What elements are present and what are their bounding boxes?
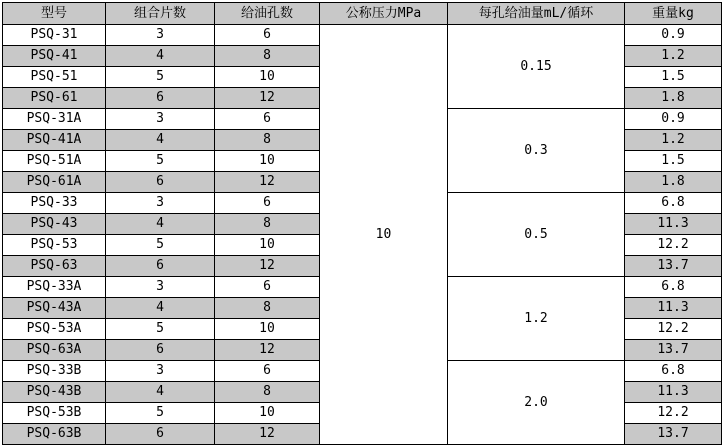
holes-cell: 6 [215, 109, 320, 130]
weight-cell: 13.7 [625, 424, 722, 445]
oil-amount-cell: 0.5 [448, 193, 625, 277]
plates-cell: 6 [106, 256, 215, 277]
header-cell-weight: 重量kg [625, 3, 722, 25]
holes-cell: 10 [215, 67, 320, 88]
model-cell: PSQ-43B [3, 382, 106, 403]
model-cell: PSQ-63 [3, 256, 106, 277]
model-cell: PSQ-61 [3, 88, 106, 109]
plates-cell: 5 [106, 151, 215, 172]
oil-amount-cell: 1.2 [448, 277, 625, 361]
table-row [3, 25, 722, 46]
plates-cell: 5 [106, 319, 215, 340]
holes-cell: 10 [215, 151, 320, 172]
weight-cell: 13.7 [625, 340, 722, 361]
plates-cell: 5 [106, 235, 215, 256]
header-cell-oil: 每孔给油量mL/循环 [448, 3, 625, 25]
weight-cell: 6.8 [625, 361, 722, 382]
weight-cell: 11.3 [625, 382, 722, 403]
header-cell-model: 型号 [3, 3, 106, 25]
weight-cell: 1.2 [625, 130, 722, 151]
holes-cell: 6 [215, 193, 320, 214]
model-cell: PSQ-31A [3, 109, 106, 130]
holes-cell: 8 [215, 382, 320, 403]
plates-cell: 4 [106, 214, 215, 235]
weight-cell: 6.8 [625, 277, 722, 298]
holes-cell: 10 [215, 403, 320, 424]
model-cell: PSQ-31 [3, 25, 106, 46]
model-cell: PSQ-33 [3, 193, 106, 214]
holes-cell: 12 [215, 424, 320, 445]
model-cell: PSQ-63B [3, 424, 106, 445]
pressure-cell: 10 [320, 25, 448, 445]
model-cell: PSQ-41A [3, 130, 106, 151]
weight-cell: 1.5 [625, 151, 722, 172]
plates-cell: 6 [106, 340, 215, 361]
model-cell: PSQ-43 [3, 214, 106, 235]
holes-cell: 8 [215, 46, 320, 67]
header-row [3, 3, 722, 25]
weight-cell: 1.8 [625, 88, 722, 109]
weight-cell: 11.3 [625, 214, 722, 235]
weight-cell: 1.2 [625, 46, 722, 67]
plates-cell: 4 [106, 382, 215, 403]
weight-cell: 6.8 [625, 193, 722, 214]
plates-cell: 3 [106, 361, 215, 382]
weight-cell: 1.5 [625, 67, 722, 88]
model-cell: PSQ-53 [3, 235, 106, 256]
weight-cell: 13.7 [625, 256, 722, 277]
holes-cell: 6 [215, 25, 320, 46]
plates-cell: 6 [106, 424, 215, 445]
plates-cell: 3 [106, 25, 215, 46]
plates-cell: 5 [106, 403, 215, 424]
holes-cell: 6 [215, 277, 320, 298]
header-cell-pressure: 公称压力MPa [320, 3, 448, 25]
oil-amount-cell: 0.15 [448, 25, 625, 109]
spec-table-body [3, 25, 722, 445]
model-cell: PSQ-51A [3, 151, 106, 172]
weight-cell: 0.9 [625, 25, 722, 46]
weight-cell: 12.2 [625, 235, 722, 256]
holes-cell: 6 [215, 361, 320, 382]
model-cell: PSQ-33B [3, 361, 106, 382]
plates-cell: 5 [106, 67, 215, 88]
model-cell: PSQ-41 [3, 46, 106, 67]
holes-cell: 12 [215, 256, 320, 277]
plates-cell: 4 [106, 298, 215, 319]
model-cell: PSQ-43A [3, 298, 106, 319]
plates-cell: 6 [106, 172, 215, 193]
holes-cell: 12 [215, 172, 320, 193]
weight-cell: 12.2 [625, 319, 722, 340]
holes-cell: 12 [215, 340, 320, 361]
oil-amount-cell: 2.0 [448, 361, 625, 445]
plates-cell: 3 [106, 109, 215, 130]
oil-amount-cell: 0.3 [448, 109, 625, 193]
plates-cell: 6 [106, 88, 215, 109]
weight-cell: 12.2 [625, 403, 722, 424]
weight-cell: 11.3 [625, 298, 722, 319]
model-cell: PSQ-61A [3, 172, 106, 193]
plates-cell: 3 [106, 193, 215, 214]
holes-cell: 10 [215, 235, 320, 256]
holes-cell: 8 [215, 298, 320, 319]
holes-cell: 8 [215, 130, 320, 151]
weight-cell: 1.8 [625, 172, 722, 193]
holes-cell: 12 [215, 88, 320, 109]
holes-cell: 8 [215, 214, 320, 235]
plates-cell: 4 [106, 46, 215, 67]
header-cell-holes: 给油孔数 [215, 3, 320, 25]
weight-cell: 0.9 [625, 109, 722, 130]
plates-cell: 3 [106, 277, 215, 298]
holes-cell: 10 [215, 319, 320, 340]
spec-table [2, 2, 722, 445]
model-cell: PSQ-51 [3, 67, 106, 88]
model-cell: PSQ-53A [3, 319, 106, 340]
header-cell-plates: 组合片数 [106, 3, 215, 25]
plates-cell: 4 [106, 130, 215, 151]
model-cell: PSQ-53B [3, 403, 106, 424]
model-cell: PSQ-33A [3, 277, 106, 298]
model-cell: PSQ-63A [3, 340, 106, 361]
